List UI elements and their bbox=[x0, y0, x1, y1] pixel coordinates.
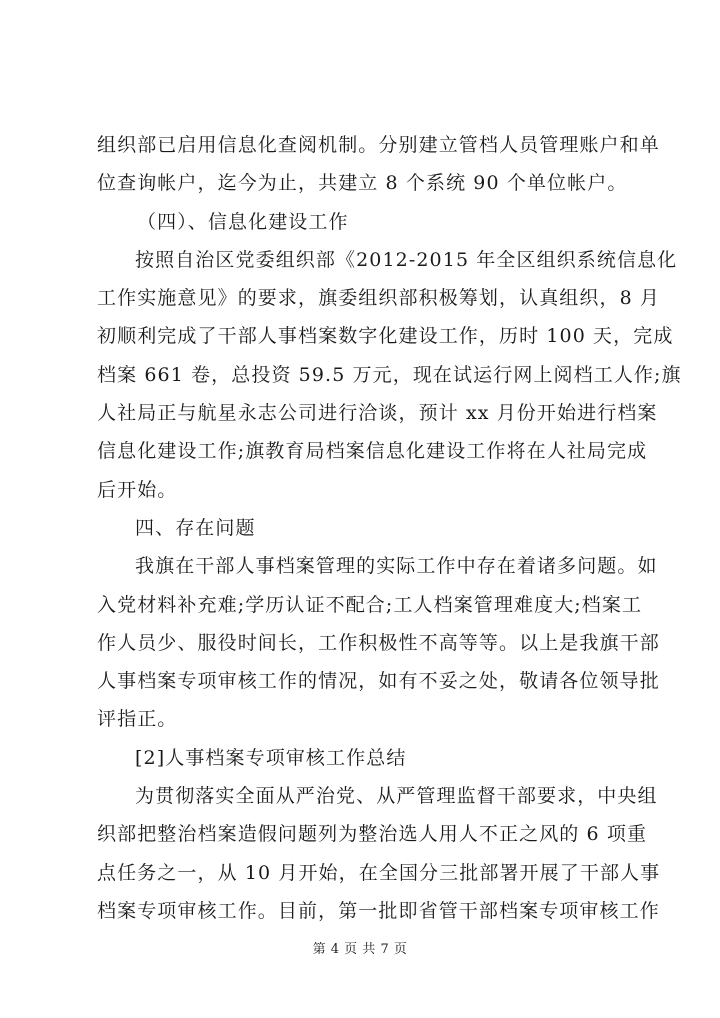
text-line: 人事档案专项审核工作的情况，如有不妥之处，敬请各位领导批 bbox=[97, 670, 660, 693]
text-line: 档案专项审核工作。目前，第一批即省管干部档案专项审核工作 bbox=[97, 899, 660, 922]
text-line: 人社局正与航星永志公司进行洽谈，预计 xx 月份开始进行档案 bbox=[97, 402, 658, 425]
text-line: 入党材料补充难;学历认证不配合;工人档案管理难度大;档案工 bbox=[97, 593, 643, 616]
text-line: 初顺利完成了干部人事档案数字化建设工作，历时 100 天，完成 bbox=[97, 325, 674, 348]
text-line: 织部把整治档案造假问题列为整治选人用人不正之风的 6 项重 bbox=[97, 823, 648, 846]
section-heading: [2]人事档案专项审核工作总结 bbox=[135, 746, 407, 769]
text-line: 后开始。 bbox=[97, 478, 178, 501]
section-heading: （四）、信息化建设工作 bbox=[137, 210, 349, 233]
document-body bbox=[97, 126, 682, 930]
text-line: 点任务之一，从 10 月开始，在全国分三批部署开展了干部人事 bbox=[97, 861, 661, 884]
paragraph-start: 为贯彻落实全面从严治党、从严管理监督干部要求，中央组 bbox=[135, 785, 658, 808]
text-line: 组织部已启用信息化查阅机制。分别建立管档人员管理账户和单 bbox=[97, 134, 660, 156]
text-line: 评指正。 bbox=[97, 708, 178, 731]
text-line: 工作实施意见》的要求，旗委组织部积极筹划，认真组织，8 月 bbox=[97, 287, 661, 310]
text-line: 位查询帐户，迄今为止，共建立 8 个系统 90 个单位帐户。 bbox=[97, 172, 628, 195]
text-line: 档案 661 卷，总投资 59.5 万元，现在试运行网上阅档工人作;旗 bbox=[97, 363, 682, 386]
section-heading: 四、存在问题 bbox=[135, 516, 256, 539]
text-line: 作人员少、服役时间长，工作积极性不高等等。以上是我旗干部 bbox=[97, 631, 660, 654]
paragraph-start: 我旗在干部人事档案管理的实际工作中存在着诸多问题。如 bbox=[135, 555, 658, 578]
page-number: 第 4 页 共 7 页 bbox=[312, 942, 408, 957]
paragraph-start: 按照自治区党委组织部《2012-2015 年全区组织系统信息化 bbox=[135, 248, 678, 271]
text-line: 信息化建设工作;旗教育局档案信息化建设工作将在人社局完成 bbox=[97, 440, 648, 463]
